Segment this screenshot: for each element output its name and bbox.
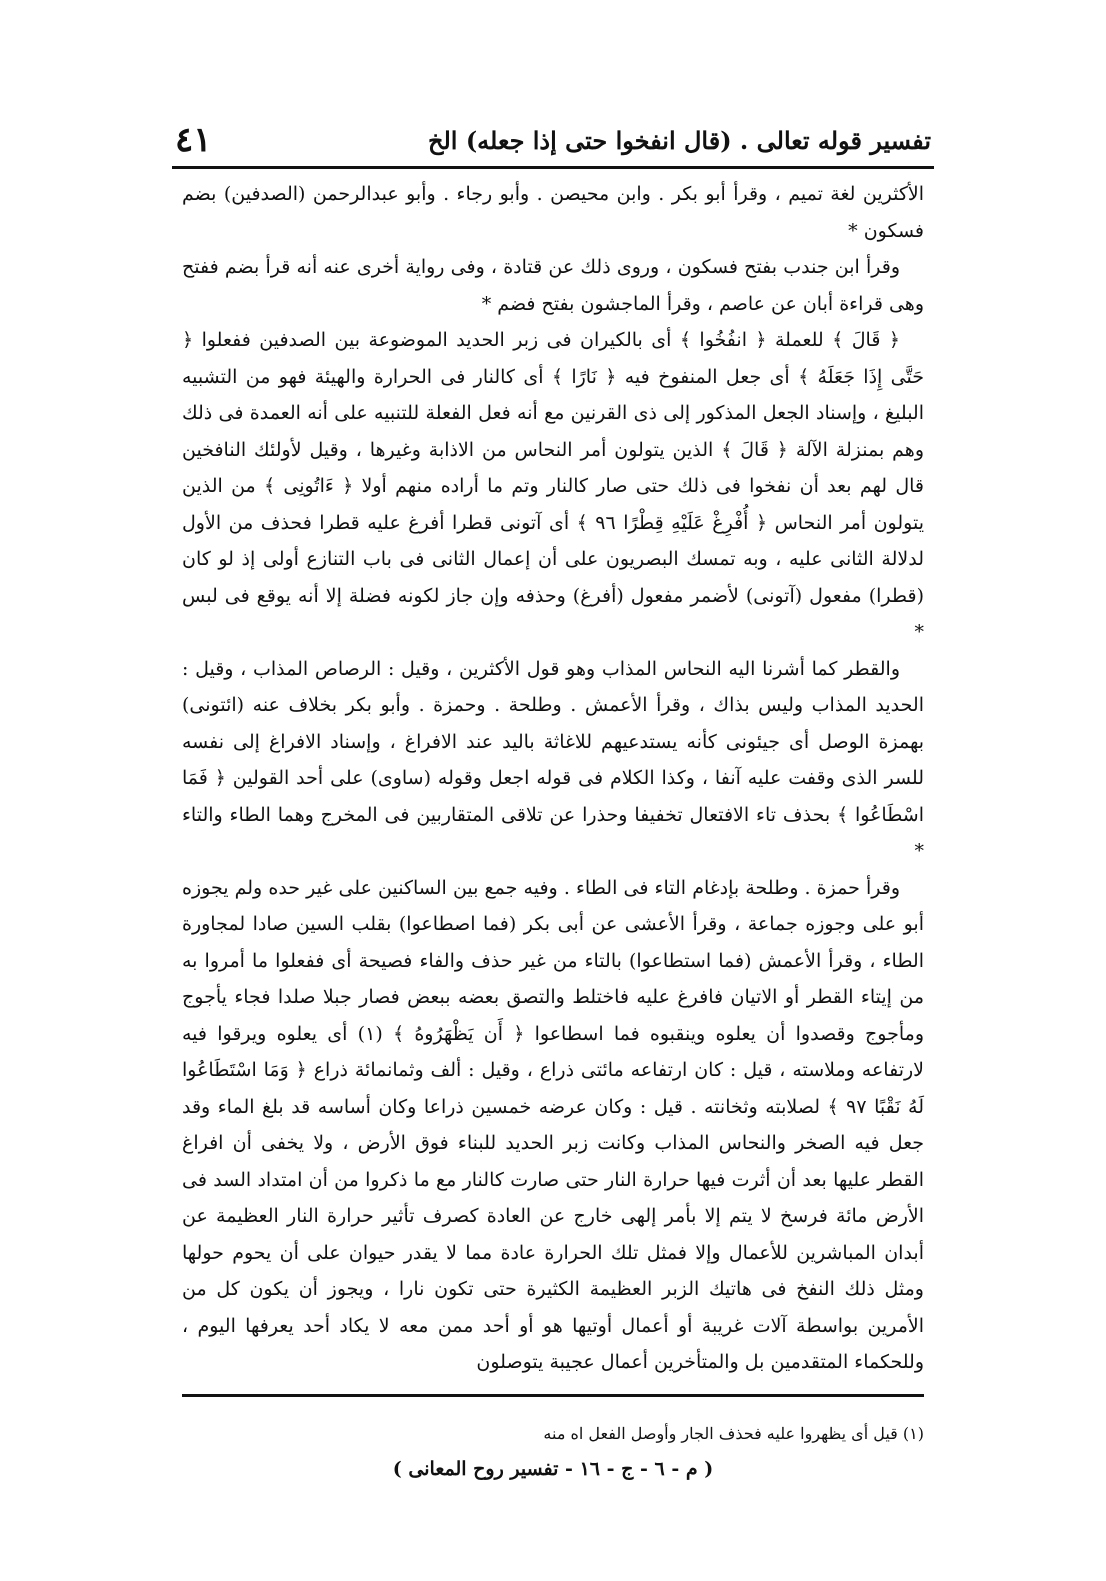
paragraph: الأكثرين لغة تميم ، وقرأ أبو بكر . وابن محيصن . وأبو رجاء . وأبو عبدالرحمن (الصدفين) بضم فسكون * — [182, 183, 924, 242]
footnote-rule — [182, 1394, 924, 1397]
paragraph: وقرأ حمزة . وطلحة بإدغام التاء فى الطاء . وفيه جمع بين الساكنين على غير حده ولم يجوزه أبو على وجوزه جماعة ، وقرأ الأعشى عن أبى بكر (فما اصطاعوا) بقلب السين صادا لمجاورة الطاء ، وقرأ الأعمش (فما استطاعوا) بالتاء من غير حذف والفاء فصيحة أى ففعلوا ما أمروا به من إيتاء القطر أو الاتيان فافرغ عليه فاختلط والتصق بعضه ببعض فصار جبلا صلدا فجاء يأجوج ومأجوج وقصدوا أن يعلوه وينقبوه فما اسطاعوا ﴿ أَن يَظْهَرُوهُ ﴾ (١) أى يعلوه ويرقوا فيه لارتفاعه وملاسته ، قيل : كان ارتفاعه مائتى ذراع ، وقيل : ألف وثمانمائة ذراع ﴿ وَمَا اسْتَطَاعُوا لَهُ نَقْبًا ٩٧ ﴾ لصلابته وثخانته . قيل : وكان عرضه خمسين ذراعا وكان أساسه قد بلغ الماء وقد جعل فيه الصخر والنحاس المذاب وكانت زبر الحديد للبناء فوق الأرض ، ولا يخفى أن افراغ القطر عليها بعد أن أثرت فيها حرارة النار حتى صارت كالنار مع ما ذكروا من أن امتداد السد فى الأرض مائة فرسخ لا يتم إلا بأمر إلهى خارج عن العادة كصرف تأثير حرارة النار العظيمة عن أبدان المباشرين للأعمال وإلا فمثل تلك الحرارة عادة مما لا يقدر حيوان على أن يحوم حولها ومثل ذلك النفخ فى هاتيك الزبر العظيمة الكثيرة حتى تكون نارا ، ويجوز أن يكون كل من الأمرين بواسطة آلات غريبة أو أعمال أوتيها هو أو أحد ممن معه لا يكاد أحد يعرفها اليوم ، وللحكماء المتقدمين بل والمتأخرين أعمال عجيبة يتوصلون — [182, 876, 924, 1373]
footnote: (١) قيل أى يظهروا عليه فحذف الجار وأوصل الفعل اه منه — [543, 1424, 924, 1443]
header-rule — [172, 166, 934, 169]
page-number: ٤١ — [175, 120, 212, 160]
paragraph: وقرأ ابن جندب بفتح فسكون ، وروى ذلك عن قتادة ، وفى رواية أخرى عنه أنه قرأ بضم ففتح وهى قراءة أبان عن عاصم ، وقرأ الماجشون بفتح فضم * — [182, 256, 924, 315]
paragraph: ﴿ قَالَ ﴾ للعملة ﴿ انفُخُوا ﴾ أى بالكيران فى زبر الحديد الموضوعة بين الصدفين ففعلوا ﴿ حَتَّى إِذَا جَعَلَهُ ﴾ أى جعل المنفوخ فيه ﴿ نَارًا ﴾ أى كالنار فى الحرارة والهيئة فهو من التشبيه البليغ ، وإسناد الجعل المذكور إلى ذى القرنين مع أنه فعل الفعلة للتنبيه على أنه العمدة فى ذلك وهم بمنزلة الآلة ﴿ قَالَ ﴾ الذين يتولون أمر النحاس من الاذابة وغيرها ، وقيل لأولئك النافخين قال لهم بعد أن نفخوا فى ذلك حتى صار كالنار وتم ما أراده منهم أولا ﴿ ءَاتُونِى ﴾ من الذين يتولون أمر النحاس ﴿ أُفْرِغْ عَلَيْهِ قِطْرًا ٩٦ ﴾ أى آتونى قطرا أفرغ عليه قطرا فحذف من الأول لدلالة الثانى عليه ، وبه تمسك البصريون على أن إعمال الثانى فى باب التنازع أولى إذ لو كان (قطرا) مفعول (آتونى) لأضمر مفعول (أفرغ) وحذفه وإن جاز لكونه فضلة إلا أنه يوقع فى لبس * — [182, 329, 925, 643]
signature-line: ( م - ٦ - ج - ١٦ - تفسير روح المعانى ) — [392, 1458, 714, 1480]
running-title: تفسير قوله تعالى . (قال انفخوا حتى إذا جعله) الخ — [428, 125, 931, 155]
main-text — [182, 176, 924, 1381]
paragraph: والقطر كما أشرنا اليه النحاس المذاب وهو قول الأكثرين ، وقيل : الرصاص المذاب ، وقيل : الحديد المذاب وليس بذاك ، وقرأ الأعمش . وطلحة . وحمزة . وأبو بكر بخلاف عنه (ائتونى) بهمزة الوصل أى جيئونى كأنه يستدعيهم للاغاثة باليد عند الافراغ ، وإسناد الافراغ إلى نفسه للسر الذى وقفت عليه آنفا ، وكذا الكلام فى قوله اجعل وقوله (ساوى) على أحد القولين ﴿ فَمَا اسْطَاعُوا ﴾ بحذف تاء الافتعال تخفيفا وحذرا عن تلاقى المتقاربين فى المخرج وهما الطاء والتاء * — [182, 657, 924, 862]
page-header — [175, 118, 931, 162]
